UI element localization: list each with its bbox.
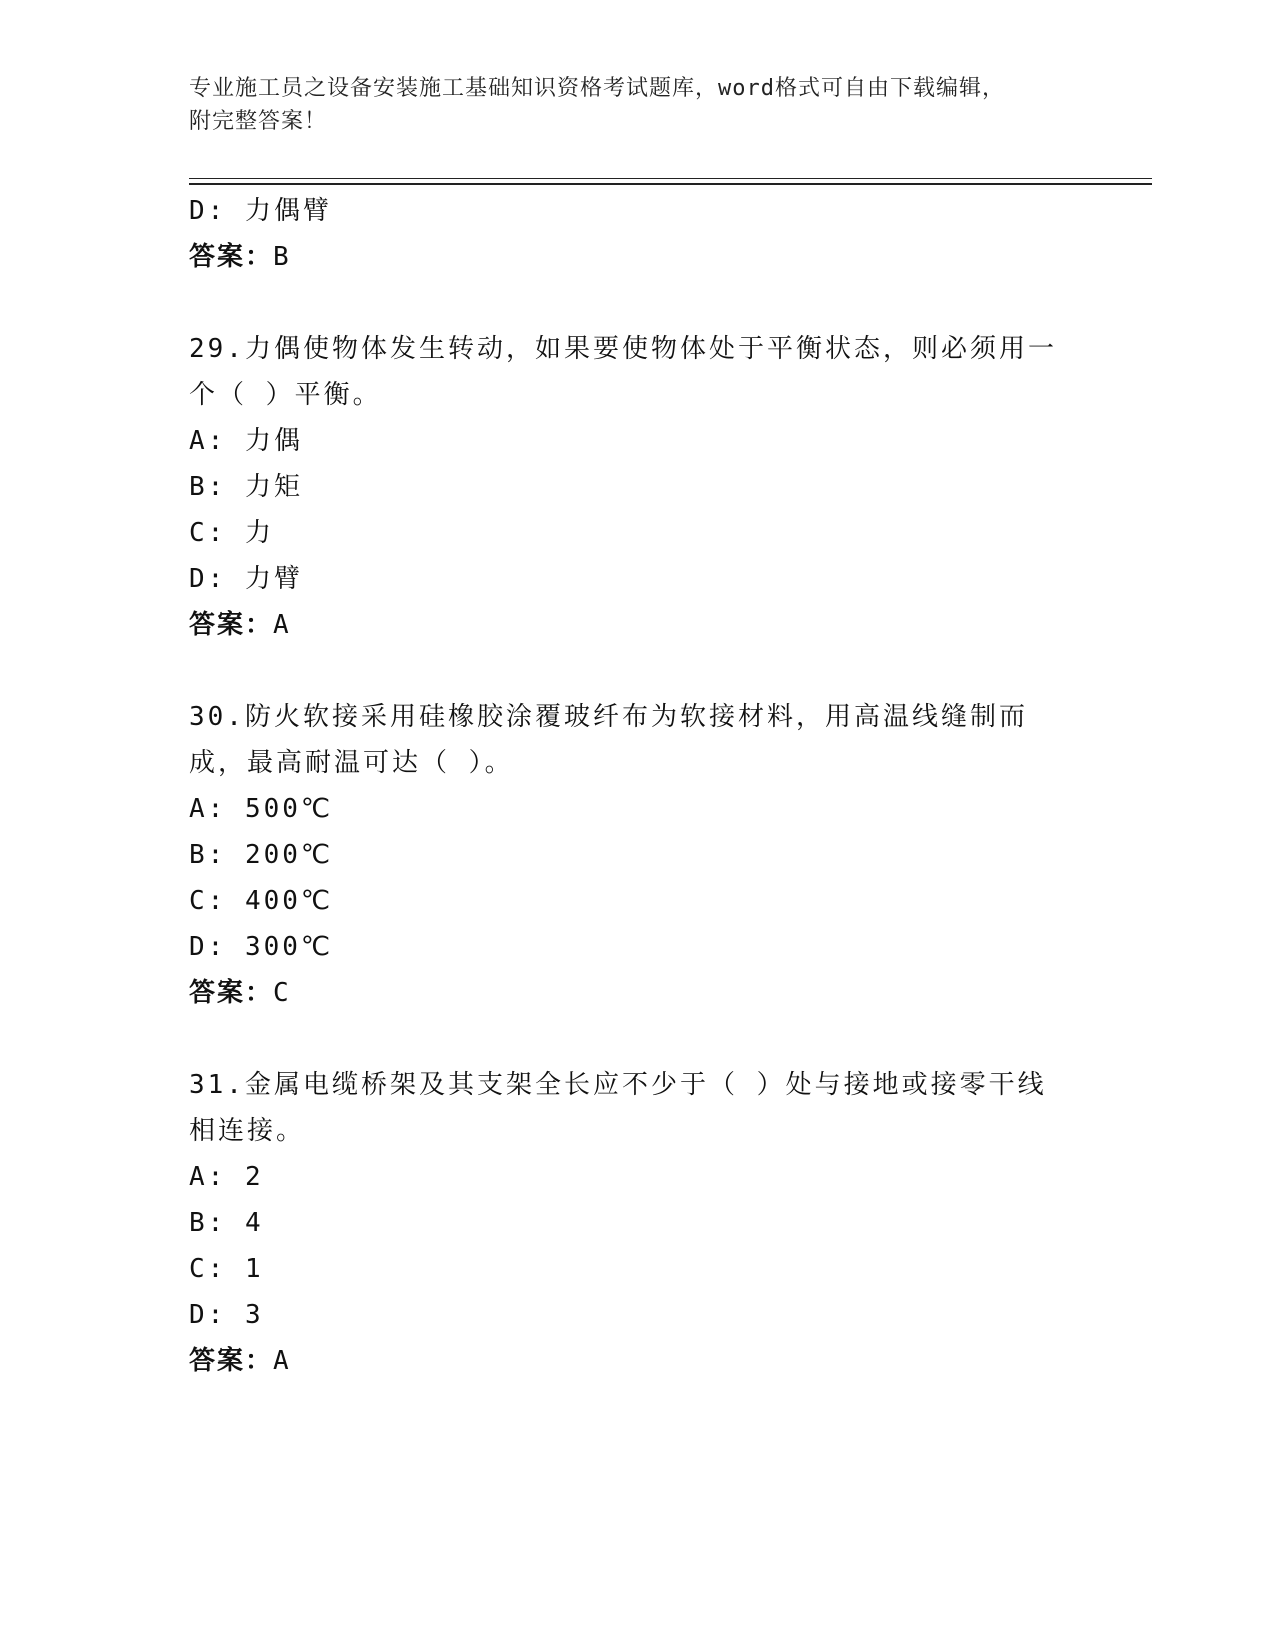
header-line-2: 附完整答案！ (189, 109, 328, 134)
answer-line (189, 602, 1089, 648)
document-header (189, 72, 1089, 138)
header-line-1: 专业施工员之设备安装施工基础知识资格考试题库，word格式可自由下载编辑， (189, 76, 1005, 101)
question-stem: 29.力偶使物体发生转动，如果要使物体处于平衡状态，则必须用一个（ ）平衡。 (189, 334, 1057, 410)
answer-line (189, 1338, 1089, 1384)
carryover-question (189, 188, 1089, 280)
answer-value: C (273, 978, 291, 1008)
answer-line (189, 970, 1089, 1016)
header-divider-thick (189, 183, 1152, 185)
option-d: D: 力偶臂 (189, 196, 332, 226)
answer-label: 答案： (189, 242, 274, 272)
question-29 (189, 326, 1089, 648)
document-body (189, 188, 1089, 1384)
question-stem: 31.金属电缆桥架及其支架全长应不少于（ ）处与接地或接零干线相连接。 (189, 1070, 1047, 1146)
option-a: A: 500℃ (189, 794, 334, 824)
answer-value: B (273, 242, 291, 272)
question-31 (189, 1062, 1089, 1384)
question-30 (189, 694, 1089, 1016)
option-d: D: 3 (189, 1300, 264, 1330)
option-c: C: 1 (189, 1254, 264, 1284)
answer-value: A (273, 1346, 291, 1376)
answer-line (189, 234, 1089, 280)
option-b: B: 4 (189, 1208, 264, 1238)
header-divider-thin (189, 178, 1152, 179)
option-b: B: 200℃ (189, 840, 334, 870)
answer-label: 答案： (189, 978, 274, 1008)
option-b: B: 力矩 (189, 472, 303, 502)
answer-value: A (273, 610, 291, 640)
option-d: D: 300℃ (189, 932, 334, 962)
answer-label: 答案： (189, 1346, 274, 1376)
option-a: A: 2 (189, 1162, 264, 1192)
option-d: D: 力臂 (189, 564, 303, 594)
question-stem: 30.防火软接采用硅橡胶涂覆玻纤布为软接材料，用高温线缝制而成，最高耐温可达（ ）。 (189, 702, 1028, 778)
option-c: C: 力 (189, 518, 274, 548)
option-c: C: 400℃ (189, 886, 334, 916)
answer-label: 答案： (189, 610, 274, 640)
option-a: A: 力偶 (189, 426, 303, 456)
